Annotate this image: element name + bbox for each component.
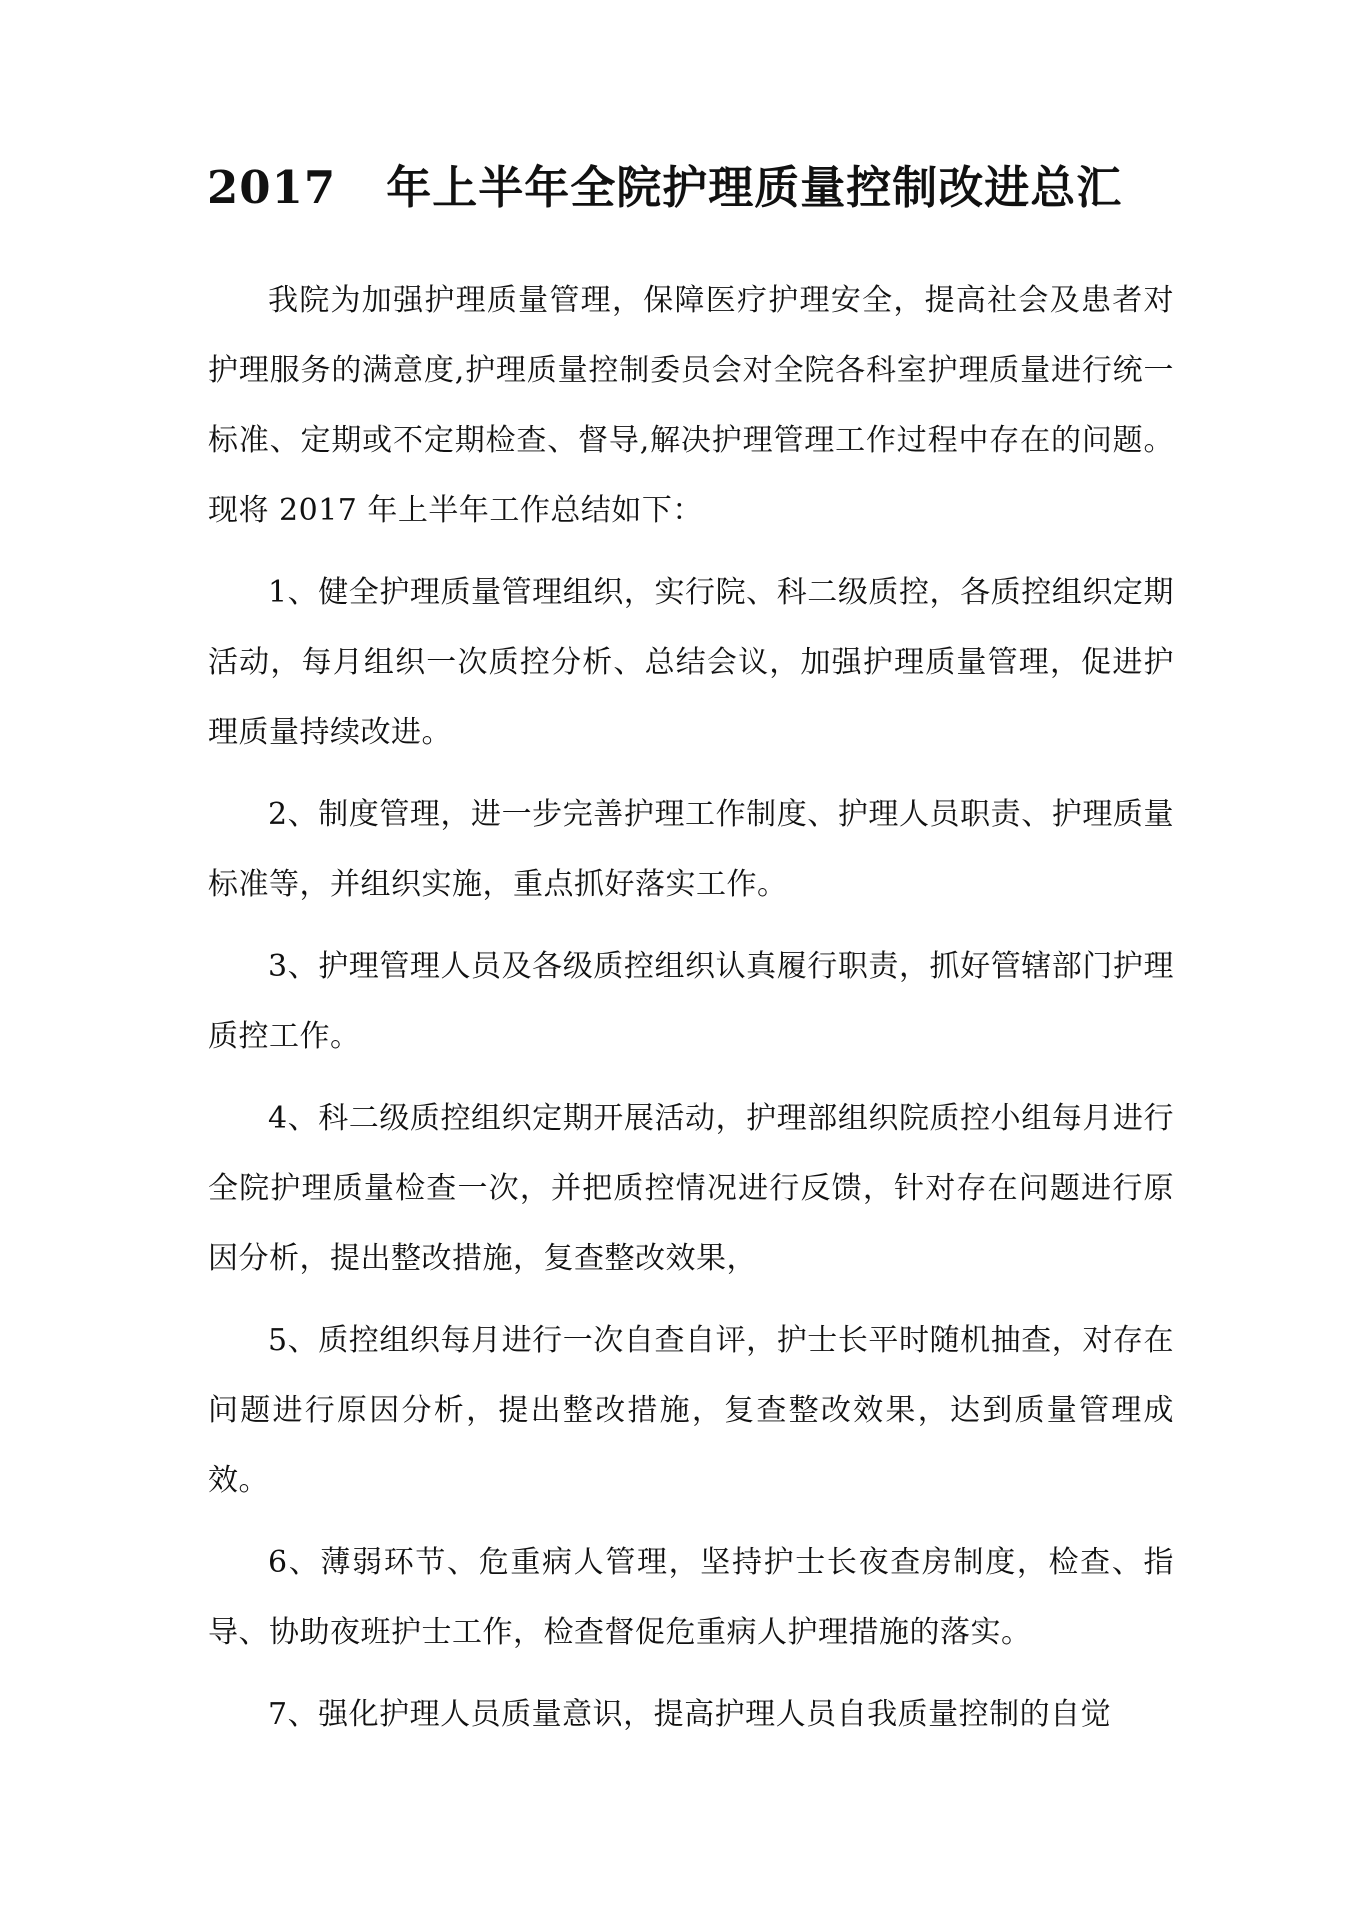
paragraph-item-4: 4、科二级质控组织定期开展活动，护理部组织院质控小组每月进行全院护理质量检查一次，并把质控情况进行反馈，针对存在问题进行原因分析，提出整改措施，复查整改效果， xyxy=(208,1101,1174,1276)
paragraph-intro: 我院为加强护理质量管理，保障医疗护理安全，提高社会及患者对护理服务的满意度,护理质量控制委员会对全院各科室护理质量进行统一标准、定期或不定期检查、督导,解决护理管理工作过程中存在的问题。现将 2017 年上半年工作总结如下： xyxy=(208,283,1174,528)
paragraph-item-2: 2、制度管理，进一步完善护理工作制度、护理人员职责、护理质量标准等，并组织实施，重点抓好落实工作。 xyxy=(208,797,1174,902)
paragraph-item-7: 7、强化护理人员质量意识，提高护理人员自我质量控制的自觉 xyxy=(268,1697,1112,1732)
paragraph-item-5: 5、质控组织每月进行一次自查自评，护士长平时随机抽查，对存在问题进行原因分析，提出整改措施，复查整改效果，达到质量管理成效。 xyxy=(208,1323,1174,1498)
paragraph-item-3: 3、护理管理人员及各级质控组织认真履行职责，抓好管辖部门护理质控工作。 xyxy=(208,949,1174,1054)
document-body xyxy=(208,266,1174,1762)
paragraph-item-6: 6、薄弱环节、危重病人管理，坚持护士长夜查房制度，检查、指导、协助夜班护士工作，检查督促危重病人护理措施的落实。 xyxy=(208,1545,1174,1650)
document-title: 2017 年上半年全院护理质量控制改进总汇 xyxy=(207,161,1123,214)
paragraph-item-1: 1、健全护理质量管理组织，实行院、科二级质控，各质控组织定期活动，每月组织一次质控分析、总结会议，加强护理质量管理，促进护理质量持续改进。 xyxy=(208,575,1174,750)
